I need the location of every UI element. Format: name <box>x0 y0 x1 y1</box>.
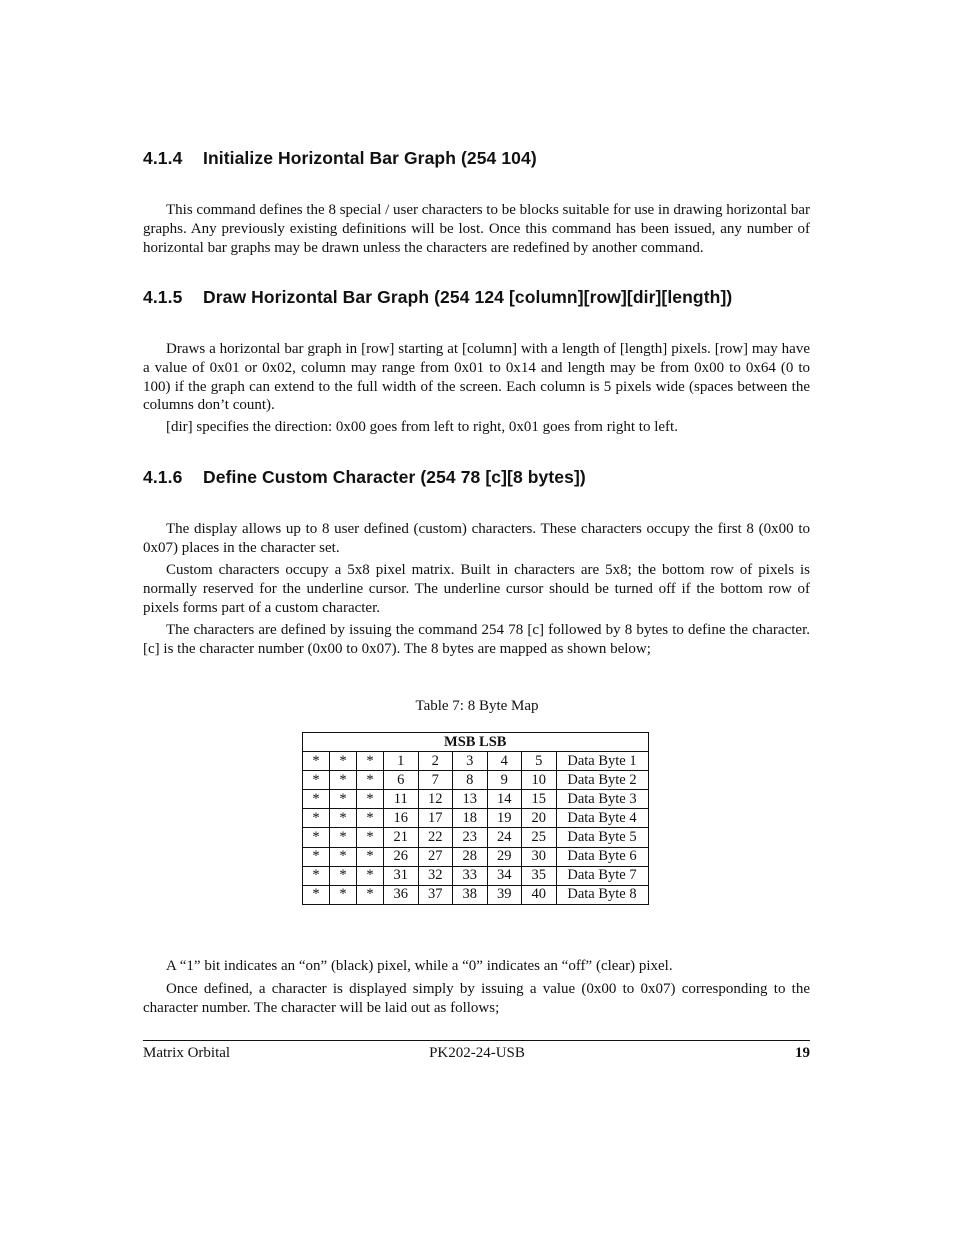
unused-bit-cell: * <box>357 828 384 847</box>
pixel-bit-cell: 22 <box>418 828 453 847</box>
table-header-row <box>303 733 649 752</box>
section-heading-4-1-4 <box>143 148 537 169</box>
pixel-bit-cell: 8 <box>453 771 488 790</box>
paragraph: Once defined, a character is displayed simply by issuing a value (0x00 to 0x07) corresponding to the character number. The character will be laid out as follows; <box>143 981 810 1016</box>
pixel-bit-cell: 13 <box>453 790 488 809</box>
table-row <box>303 809 649 828</box>
unused-bit-cell: * <box>357 771 384 790</box>
unused-bit-cell: * <box>330 847 357 866</box>
paragraph: This command defines the 8 special / user characters to be blocks suitable for use in drawing horizontal bar graphs. Any previously existing definitions will be lost. Once this command has been issued, any number of horizontal bar graphs may be drawn unless the characters are redefined by another command. <box>143 202 810 256</box>
pixel-bit-cell: 5 <box>522 752 557 771</box>
pixel-bit-cell: 28 <box>453 847 488 866</box>
pixel-bit-cell: 38 <box>453 885 488 904</box>
data-byte-label: Data Byte 5 <box>556 828 648 847</box>
data-byte-label: Data Byte 2 <box>556 771 648 790</box>
paragraph: Draws a horizontal bar graph in [row] starting at [column] with a length of [length] pixels. [row] may have a value of 0x01 or 0x02, column may range from 0x01 to 0x14 and length may be from 0x00 to 0x64 (0 to 100) if the graph can extend to the full width of the screen. Each column is 5 pixels wide (spaces between the columns don’t count). <box>143 341 810 414</box>
pixel-bit-cell: 4 <box>487 752 522 771</box>
pixel-bit-cell: 32 <box>418 866 453 885</box>
pixel-bit-cell: 17 <box>418 809 453 828</box>
section-title: Define Custom Character (254 78 [c][8 bytes]) <box>203 467 586 487</box>
pixel-bit-cell: 26 <box>384 847 419 866</box>
section-heading-4-1-5 <box>143 287 732 308</box>
pixel-bit-cell: 40 <box>522 885 557 904</box>
pixel-bit-cell: 31 <box>384 866 419 885</box>
section-number: 4.1.4 <box>143 148 183 168</box>
pixel-bit-cell: 33 <box>453 866 488 885</box>
table-row <box>303 771 649 790</box>
pixel-bit-cell: 14 <box>487 790 522 809</box>
pixel-bit-cell: 12 <box>418 790 453 809</box>
pixel-bit-cell: 25 <box>522 828 557 847</box>
pixel-bit-cell: 2 <box>418 752 453 771</box>
pixel-bit-cell: 23 <box>453 828 488 847</box>
unused-bit-cell: * <box>330 790 357 809</box>
unused-bit-cell: * <box>303 866 330 885</box>
pixel-bit-cell: 11 <box>384 790 419 809</box>
paragraph: Custom characters occupy a 5x8 pixel matrix. Built in characters are 5x8; the bottom row of pixels is normally reserved for the underline cursor. The underline cursor should be turned off if the bottom row of pixels forms part of a custom character. <box>143 562 810 616</box>
data-byte-label: Data Byte 3 <box>556 790 648 809</box>
data-byte-label: Data Byte 1 <box>556 752 648 771</box>
table-body <box>303 752 649 905</box>
pixel-bit-cell: 37 <box>418 885 453 904</box>
table-row <box>303 752 649 771</box>
data-byte-label: Data Byte 4 <box>556 809 648 828</box>
table-row <box>303 847 649 866</box>
unused-bit-cell: * <box>303 885 330 904</box>
pixel-bit-cell: 1 <box>384 752 419 771</box>
section-number: 4.1.6 <box>143 467 183 487</box>
unused-bit-cell: * <box>330 866 357 885</box>
pixel-bit-cell: 9 <box>487 771 522 790</box>
section-title: Draw Horizontal Bar Graph (254 124 [column][row][dir][length]) <box>203 287 733 307</box>
unused-bit-cell: * <box>303 771 330 790</box>
unused-bit-cell: * <box>303 752 330 771</box>
data-byte-label: Data Byte 7 <box>556 866 648 885</box>
table-row <box>303 790 649 809</box>
pixel-bit-cell: 34 <box>487 866 522 885</box>
unused-bit-cell: * <box>357 885 384 904</box>
paragraph: [dir] specifies the direction: 0x00 goes from left to right, 0x01 goes from right to left. <box>166 419 678 435</box>
byte-map-table <box>302 732 649 905</box>
pixel-bit-cell: 27 <box>418 847 453 866</box>
section-number: 4.1.5 <box>143 287 183 307</box>
unused-bit-cell: * <box>330 771 357 790</box>
section-heading-4-1-6 <box>143 467 586 488</box>
pixel-bit-cell: 21 <box>384 828 419 847</box>
unused-bit-cell: * <box>303 790 330 809</box>
pixel-bit-cell: 18 <box>453 809 488 828</box>
data-byte-label: Data Byte 8 <box>556 885 648 904</box>
table-row <box>303 828 649 847</box>
section-title: Initialize Horizontal Bar Graph (254 104) <box>203 148 537 168</box>
footer-product: PK202-24-USB <box>429 1045 525 1061</box>
footer-rule <box>143 1040 810 1041</box>
unused-bit-cell: * <box>357 790 384 809</box>
unused-bit-cell: * <box>357 752 384 771</box>
footer-company: Matrix Orbital <box>143 1045 231 1061</box>
unused-bit-cell: * <box>303 847 330 866</box>
pixel-bit-cell: 16 <box>384 809 419 828</box>
unused-bit-cell: * <box>303 809 330 828</box>
pixel-bit-cell: 6 <box>384 771 419 790</box>
pixel-bit-cell: 29 <box>487 847 522 866</box>
page-number: 19 <box>795 1045 810 1061</box>
table-caption: Table 7: 8 Byte Map <box>415 698 539 714</box>
unused-bit-cell: * <box>303 828 330 847</box>
pixel-bit-cell: 10 <box>522 771 557 790</box>
table-row <box>303 866 649 885</box>
unused-bit-cell: * <box>330 828 357 847</box>
data-byte-label: Data Byte 6 <box>556 847 648 866</box>
pixel-bit-cell: 24 <box>487 828 522 847</box>
pixel-bit-cell: 15 <box>522 790 557 809</box>
paragraph: A “1” bit indicates an “on” (black) pixel, while a “0” indicates an “off” (clear) pixel. <box>166 958 673 974</box>
pixel-bit-cell: 35 <box>522 866 557 885</box>
unused-bit-cell: * <box>330 885 357 904</box>
pixel-bit-cell: 20 <box>522 809 557 828</box>
table-row <box>303 885 649 904</box>
unused-bit-cell: * <box>330 809 357 828</box>
pixel-bit-cell: 3 <box>453 752 488 771</box>
unused-bit-cell: * <box>357 866 384 885</box>
pixel-bit-cell: 36 <box>384 885 419 904</box>
pixel-bit-cell: 7 <box>418 771 453 790</box>
unused-bit-cell: * <box>357 809 384 828</box>
unused-bit-cell: * <box>330 752 357 771</box>
pixel-bit-cell: 39 <box>487 885 522 904</box>
paragraph: The display allows up to 8 user defined (custom) characters. These characters occupy the first 8 (0x00 to 0x07) places in the character set. <box>143 521 810 556</box>
pixel-bit-cell: 30 <box>522 847 557 866</box>
pixel-bit-cell: 19 <box>487 809 522 828</box>
unused-bit-cell: * <box>357 847 384 866</box>
table-header-msb-lsb: MSB LSB <box>303 733 649 752</box>
paragraph: The characters are defined by issuing the command 254 78 [c] followed by 8 bytes to define the character. [c] is the character number (0x00 to 0x07). The 8 bytes are mapped as shown below; <box>143 622 810 657</box>
